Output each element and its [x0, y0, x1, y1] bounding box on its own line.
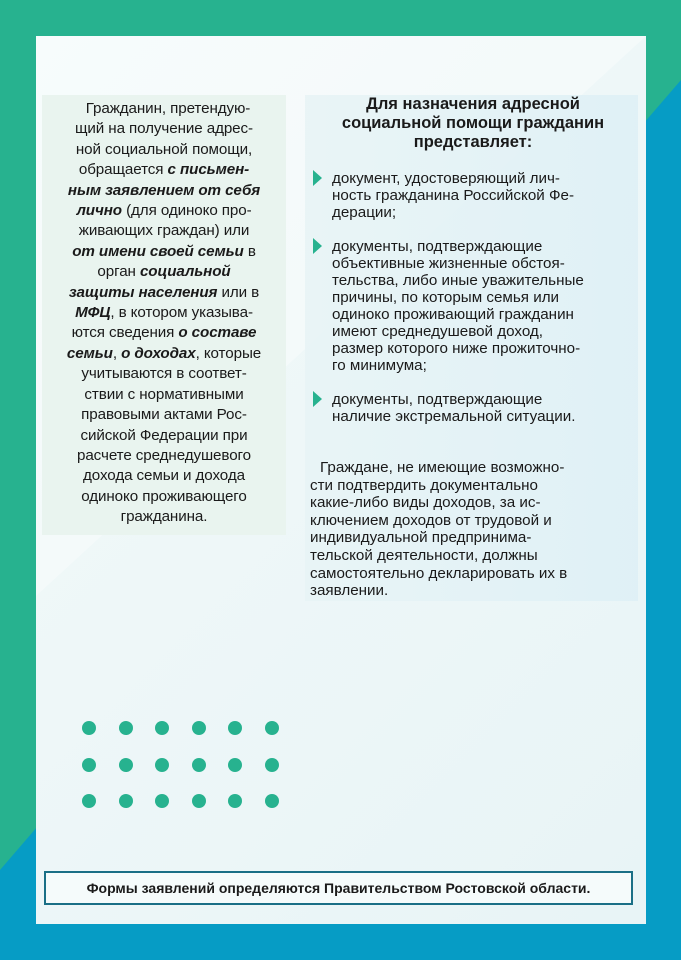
body-text: учитываются в соответ- — [81, 365, 247, 383]
income-declaration-paragraph — [310, 459, 636, 600]
paragraph-line: Граждане, не имеющие возможно- — [320, 459, 565, 476]
body-text: сийской Федерации при — [80, 426, 248, 444]
paragraph-line: сти подтвердить документально — [310, 476, 538, 494]
body-text: живающих граждан) или — [78, 222, 250, 240]
decorative-dot — [192, 721, 206, 735]
body-text: дохода семьи и дохода — [83, 467, 245, 485]
decorative-dot — [265, 794, 279, 808]
chevron-right-icon — [313, 238, 322, 254]
bullet-line: документ, удостоверяющий лич- — [332, 170, 560, 187]
decorative-dot — [265, 758, 279, 772]
bullet-line: объективные жизненные обстоя- — [332, 255, 565, 272]
decorative-dot — [155, 721, 169, 735]
bullet-line: наличие экстремальной ситуации. — [332, 408, 576, 425]
body-text: (для одиноко про- — [121, 202, 252, 220]
decorative-dot — [192, 758, 206, 772]
bullet-line: одиноко проживающий гражданин — [332, 306, 574, 323]
bullet-line: размер которого ниже прожиточно- — [332, 340, 581, 357]
chevron-right-icon — [313, 391, 322, 407]
body-text: , в котором указыва- — [110, 304, 253, 322]
decorative-dot — [119, 721, 133, 735]
decorative-dot — [119, 758, 133, 772]
decorative-dot — [82, 721, 96, 735]
decorative-dot — [155, 794, 169, 808]
decorative-dot — [82, 794, 96, 808]
paragraph-line: самостоятельно декларировать их в — [310, 564, 568, 582]
body-text: в — [243, 242, 256, 260]
body-text: правовыми актами Рос- — [81, 406, 247, 424]
decorative-dot — [82, 758, 96, 772]
emphasis-text: ным заявлением от себя — [67, 181, 261, 199]
body-text: орган — [97, 263, 140, 281]
body-text: , которые — [195, 344, 262, 362]
emphasis-text: с письмен- — [167, 161, 250, 179]
bullet-line: документы, подтверждающие — [332, 238, 543, 255]
title-line: Для назначения адресной — [366, 95, 580, 113]
emphasis-text: от имени своей семьи — [72, 242, 244, 260]
body-text: ной социальной помощи, — [75, 140, 253, 158]
body-text: ствии с нормативными — [84, 385, 244, 403]
decorative-dot — [228, 758, 242, 772]
chevron-right-icon — [313, 170, 322, 186]
body-text: расчете среднедушевого — [76, 446, 252, 464]
body-text: ются сведения — [71, 324, 179, 342]
paragraph-line: тельской деятельности, должны — [310, 546, 538, 564]
body-text: гражданина. — [120, 508, 208, 526]
body-text: обращается — [78, 161, 168, 179]
document-bullet-circumstances — [313, 238, 633, 374]
body-text: или в — [217, 283, 260, 301]
document-bullet-emergency — [313, 391, 633, 425]
bullet-line: ность гражданина Российской Фе- — [332, 187, 575, 204]
footer-notice-text: Формы заявлений определяются Правительством Ростовской области. — [86, 880, 591, 896]
required-documents-title — [308, 95, 638, 152]
body-text: Гражданин, претендую- — [85, 100, 251, 117]
bullet-line: причины, по которым семья или — [332, 289, 560, 306]
emphasis-text: о доходах — [121, 344, 196, 362]
decorative-dot — [265, 721, 279, 735]
decorative-dot — [228, 794, 242, 808]
document-bullet-identity — [313, 170, 633, 221]
emphasis-text: о составе — [178, 324, 257, 342]
emphasis-text: семьи — [66, 344, 113, 362]
title-line: представляет: — [413, 133, 533, 151]
bullet-line: имеют среднедушевой доход, — [332, 323, 544, 340]
paragraph-line: какие-либо виды доходов, за ис- — [310, 494, 541, 512]
paragraph-line: заявлении. — [310, 582, 389, 600]
body-text: одиноко проживающего — [81, 487, 247, 505]
bullet-line: го минимума; — [332, 357, 427, 374]
body-text: щий на получение адрес- — [75, 120, 253, 138]
decorative-dot — [192, 794, 206, 808]
left-info-paragraph — [44, 99, 284, 528]
decorative-dot — [119, 794, 133, 808]
paragraph-line: ключением доходов от трудовой и — [310, 511, 552, 529]
paragraph-line: индивидуальной предпринима- — [310, 529, 532, 547]
decorative-dot — [155, 758, 169, 772]
emphasis-text: защиты населения — [68, 283, 218, 301]
body-text: , — [112, 344, 122, 362]
decorative-dot-grid — [82, 721, 292, 811]
bullet-line: тельства, либо иные уважительные — [332, 272, 584, 289]
emphasis-text: лично — [76, 202, 122, 220]
footer-notice-box — [44, 871, 633, 905]
title-line: социальной помощи гражданин — [341, 114, 605, 132]
bullet-line: дерации; — [332, 204, 397, 221]
bullet-line: документы, подтверждающие — [332, 391, 543, 408]
emphasis-text: МФЦ — [75, 304, 111, 322]
emphasis-text: социальной — [139, 263, 231, 281]
decorative-dot — [228, 721, 242, 735]
